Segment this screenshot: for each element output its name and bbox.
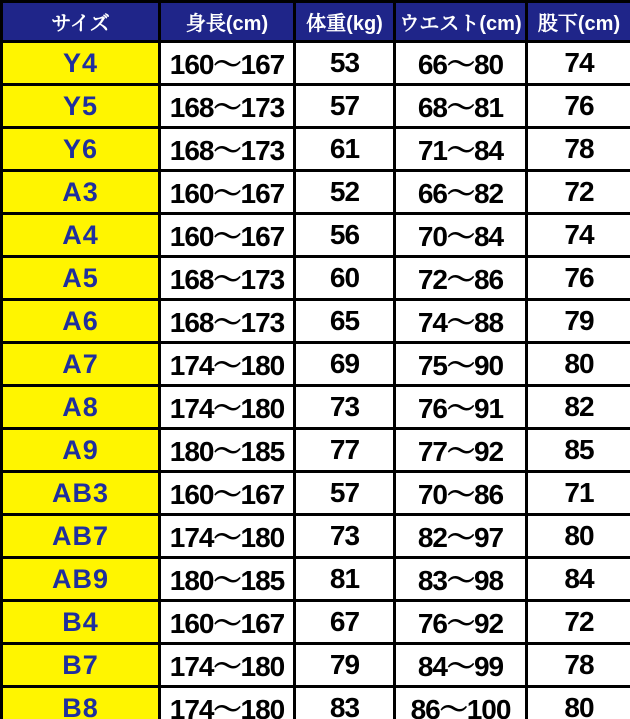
table-row [2,472,630,515]
weight-cell: 73 [295,515,395,558]
table-row [2,85,630,128]
waist-cell: 66〜80 [395,42,527,85]
size-label-cell: AB7 [2,515,160,558]
height-cell: 168〜173 [160,128,295,171]
waist-cell: 83〜98 [395,558,527,601]
weight-cell: 77 [295,429,395,472]
waist-cell: 76〜92 [395,601,527,644]
size-label-cell: Y4 [2,42,160,85]
weight-cell: 56 [295,214,395,257]
table-row [2,515,630,558]
column-header-waist: ウエスト(cm) [395,2,527,42]
size-table-body [2,42,630,719]
weight-cell: 83 [295,687,395,719]
column-header-weight: 体重(kg) [295,2,395,42]
height-cell: 174〜180 [160,644,295,687]
height-cell: 174〜180 [160,515,295,558]
weight-cell: 81 [295,558,395,601]
size-label-cell: A4 [2,214,160,257]
height-cell: 168〜173 [160,300,295,343]
column-header-size: サイズ [2,2,160,42]
size-label-cell: B8 [2,687,160,719]
table-row [2,429,630,472]
waist-cell: 77〜92 [395,429,527,472]
table-row [2,644,630,687]
table-row [2,214,630,257]
table-row [2,300,630,343]
table-row [2,601,630,644]
height-cell: 174〜180 [160,386,295,429]
table-row [2,343,630,386]
size-label-cell: A9 [2,429,160,472]
inseam-cell: 74 [527,214,630,257]
height-cell: 180〜185 [160,558,295,601]
inseam-cell: 85 [527,429,630,472]
column-header-height: 身長(cm) [160,2,295,42]
waist-cell: 70〜86 [395,472,527,515]
weight-cell: 57 [295,85,395,128]
size-label-cell: Y6 [2,128,160,171]
waist-cell: 72〜86 [395,257,527,300]
size-label-cell: B7 [2,644,160,687]
height-cell: 160〜167 [160,472,295,515]
table-row [2,42,630,85]
waist-cell: 75〜90 [395,343,527,386]
size-label-cell: AB9 [2,558,160,601]
height-cell: 160〜167 [160,171,295,214]
inseam-cell: 72 [527,171,630,214]
height-cell: 160〜167 [160,214,295,257]
header-row [2,2,630,42]
waist-cell: 70〜84 [395,214,527,257]
height-cell: 168〜173 [160,85,295,128]
table-row [2,128,630,171]
weight-cell: 60 [295,257,395,300]
inseam-cell: 79 [527,300,630,343]
waist-cell: 68〜81 [395,85,527,128]
inseam-cell: 78 [527,128,630,171]
inseam-cell: 76 [527,85,630,128]
weight-cell: 69 [295,343,395,386]
height-cell: 160〜167 [160,42,295,85]
height-cell: 168〜173 [160,257,295,300]
size-label-cell: B4 [2,601,160,644]
size-label-cell: A3 [2,171,160,214]
weight-cell: 67 [295,601,395,644]
inseam-cell: 76 [527,257,630,300]
height-cell: 174〜180 [160,687,295,719]
size-label-cell: A7 [2,343,160,386]
size-label-cell: A5 [2,257,160,300]
size-label-cell: A8 [2,386,160,429]
waist-cell: 82〜97 [395,515,527,558]
inseam-cell: 74 [527,42,630,85]
inseam-cell: 80 [527,515,630,558]
waist-cell: 76〜91 [395,386,527,429]
inseam-cell: 80 [527,343,630,386]
inseam-cell: 80 [527,687,630,719]
table-row [2,687,630,719]
inseam-cell: 71 [527,472,630,515]
inseam-cell: 78 [527,644,630,687]
inseam-cell: 72 [527,601,630,644]
size-table-header [2,2,630,42]
weight-cell: 61 [295,128,395,171]
size-label-cell: AB3 [2,472,160,515]
weight-cell: 73 [295,386,395,429]
table-row [2,257,630,300]
size-label-cell: A6 [2,300,160,343]
waist-cell: 84〜99 [395,644,527,687]
weight-cell: 53 [295,42,395,85]
inseam-cell: 82 [527,386,630,429]
weight-cell: 52 [295,171,395,214]
height-cell: 174〜180 [160,343,295,386]
table-row [2,386,630,429]
waist-cell: 86〜100 [395,687,527,719]
waist-cell: 71〜84 [395,128,527,171]
size-label-cell: Y5 [2,85,160,128]
weight-cell: 57 [295,472,395,515]
table-row [2,171,630,214]
weight-cell: 65 [295,300,395,343]
inseam-cell: 84 [527,558,630,601]
waist-cell: 74〜88 [395,300,527,343]
weight-cell: 79 [295,644,395,687]
height-cell: 160〜167 [160,601,295,644]
waist-cell: 66〜82 [395,171,527,214]
table-row [2,558,630,601]
column-header-inseam: 股下(cm) [527,2,630,42]
height-cell: 180〜185 [160,429,295,472]
